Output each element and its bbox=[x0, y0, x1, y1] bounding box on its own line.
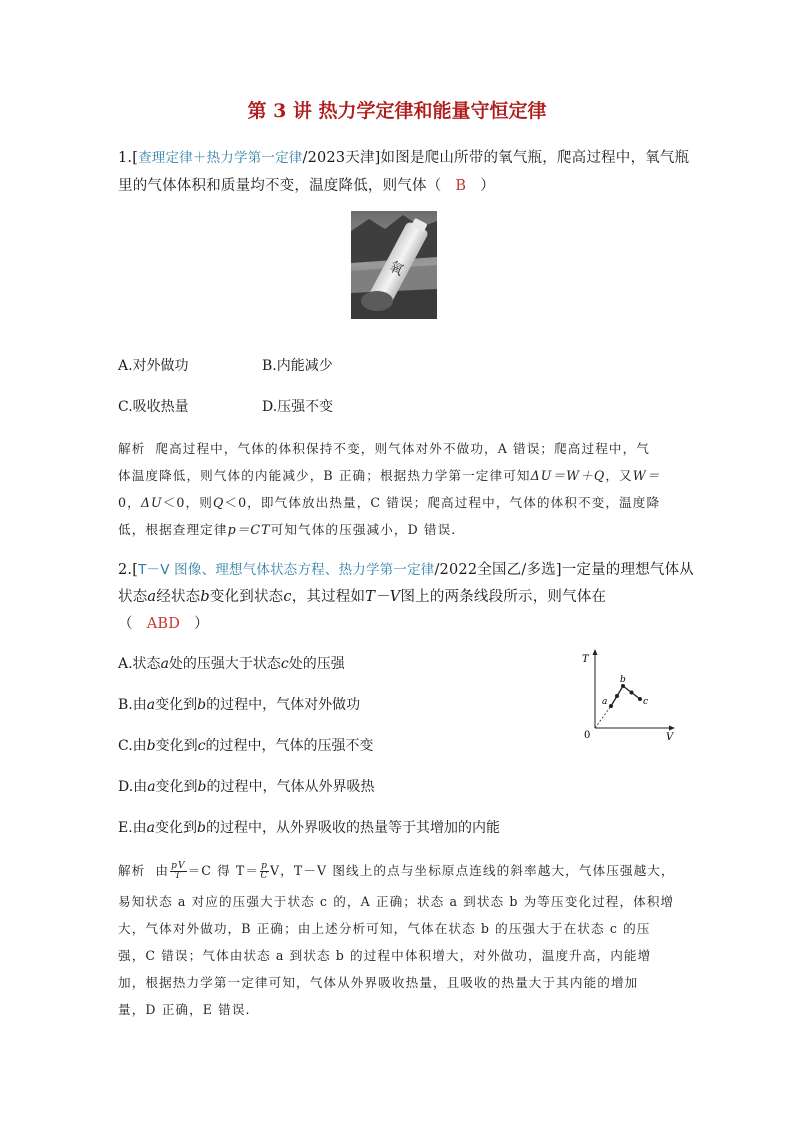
q1-solution-line4: 低，根据查理定律p＝CT可知气体的压强减小，D 错误. bbox=[118, 522, 457, 537]
q2-solution-line4: 强，C 错误；气体由状态 a 到状态 b 的过程中体积增大，对外做功，温度升高，内能增 bbox=[118, 948, 652, 963]
q1-topic-tag: 查理定律＋热力学第一定律 bbox=[138, 150, 303, 166]
q2-option-e: E.由a变化到b的过程中，从外界吸收的热量等于其增加的内能 bbox=[118, 820, 500, 836]
v-axis-label: V bbox=[666, 732, 674, 740]
page-title: 第 3 讲 热力学定律和能量守恒定律 bbox=[247, 100, 547, 122]
q2-solution-line6: 量，D 正确，E 错误. bbox=[118, 1002, 251, 1017]
q1-solution-label: 解析 bbox=[118, 441, 146, 456]
origin-dashed-line bbox=[595, 706, 611, 728]
q2-option-c: C.由b变化到c的过程中，气体的压强不变 bbox=[118, 738, 374, 754]
point-c bbox=[638, 697, 642, 701]
q2-answer: ABD bbox=[146, 616, 181, 632]
label-c: c bbox=[643, 697, 649, 707]
point-bc-mid bbox=[630, 691, 634, 695]
q2-solution-line3: 大，气体对外做功，B 正确；由上述分析可知，气体在状态 b 的压强大于在状态 c 的压 bbox=[118, 921, 651, 936]
q2-answer-line: （ ABD ） bbox=[118, 616, 209, 632]
oxygen-bottle-photo bbox=[351, 211, 437, 319]
svg-text:氧: 氧 bbox=[386, 258, 406, 280]
q2-stem-line1: 2.[T－V 图像、理想气体状态方程、热力学第一定律/2022全国乙/多选]一定量的理想气体从 bbox=[118, 562, 694, 578]
q1-solution-line1: 解析 爬高过程中，气体的体积保持不变，则气体对外不做功，A 错误；爬高过程中，气 bbox=[118, 441, 650, 456]
t-axis-label: T bbox=[582, 654, 589, 665]
origin-label: 0 bbox=[584, 730, 591, 740]
fraction-pv-t: $\frac{pV}{T}$ bbox=[171, 861, 186, 881]
t-axis-arrow bbox=[593, 649, 598, 655]
q1-option-d: D.压强不变 bbox=[262, 399, 334, 415]
q2-stem-line2: 状态a经状态b变化到状态c，其过程如T－V图上的两条线段所示，则气体在 bbox=[118, 589, 607, 605]
point-a bbox=[609, 704, 613, 708]
q2-topic-tag: T－V 图像、理想气体状态方程、热力学第一定律 bbox=[138, 562, 435, 578]
point-ab-mid bbox=[615, 694, 619, 698]
label-b: b bbox=[620, 675, 626, 685]
q2-solution-line1: 解析 由 $\frac{pV}{T}$ ＝C 得 T＝ $\frac{p}{C}$ V，T－V 图线上的点与坐标原点连线的斜率越大，气体压强越大， bbox=[118, 861, 675, 881]
q2-option-b: B.由a变化到b的过程中，气体对外做功 bbox=[118, 697, 361, 713]
q2-solution-label: 解析 bbox=[118, 863, 146, 878]
label-a: a bbox=[602, 697, 608, 707]
tv-graph bbox=[578, 648, 678, 740]
q1-solution-line2: 体温度降低，则气体的内能减少，B 正确；根据热力学第一定律可知ΔU＝W＋Q，又W＝ bbox=[118, 468, 661, 483]
q2-option-d: D.由a变化到b的过程中，气体从外界吸热 bbox=[118, 779, 375, 795]
q2-solution-line5: 加，根据热力学第一定律可知，气体从外界吸收热量，且吸收的热量大于其内能的增加 bbox=[118, 975, 639, 990]
q1-answer: B bbox=[455, 178, 467, 194]
v-axis-arrow bbox=[669, 726, 675, 731]
q1-stem-line2: 里的气体体积和质量均不变，温度降低，则气体（ B ） bbox=[118, 178, 495, 194]
q1-solution-line3: 0，ΔU＜0，则Q＜0，即气体放出热量，C 错误；爬高过程中，气体的体积不变，温度降 bbox=[118, 495, 661, 510]
q2-solution-line2: 易知状态 a 对应的压强大于状态 c 的，A 正确；状态 a 到状态 b 为等压变化过程，体积增 bbox=[118, 894, 675, 909]
q1-stem-line1: 1.[查理定律＋热力学第一定律/2023天津]如图是爬山所带的氧气瓶，爬高过程中，氧气瓶 bbox=[118, 150, 690, 166]
fraction-p-c: $\frac{p}{C}$ bbox=[260, 861, 269, 881]
q1-option-a: A.对外做功 bbox=[118, 358, 189, 374]
q1-option-b: B.内能减少 bbox=[262, 358, 333, 374]
q2-option-a: A.状态a处的压强大于状态c处的压强 bbox=[118, 656, 345, 672]
q1-option-c: C.吸收热量 bbox=[118, 399, 189, 415]
